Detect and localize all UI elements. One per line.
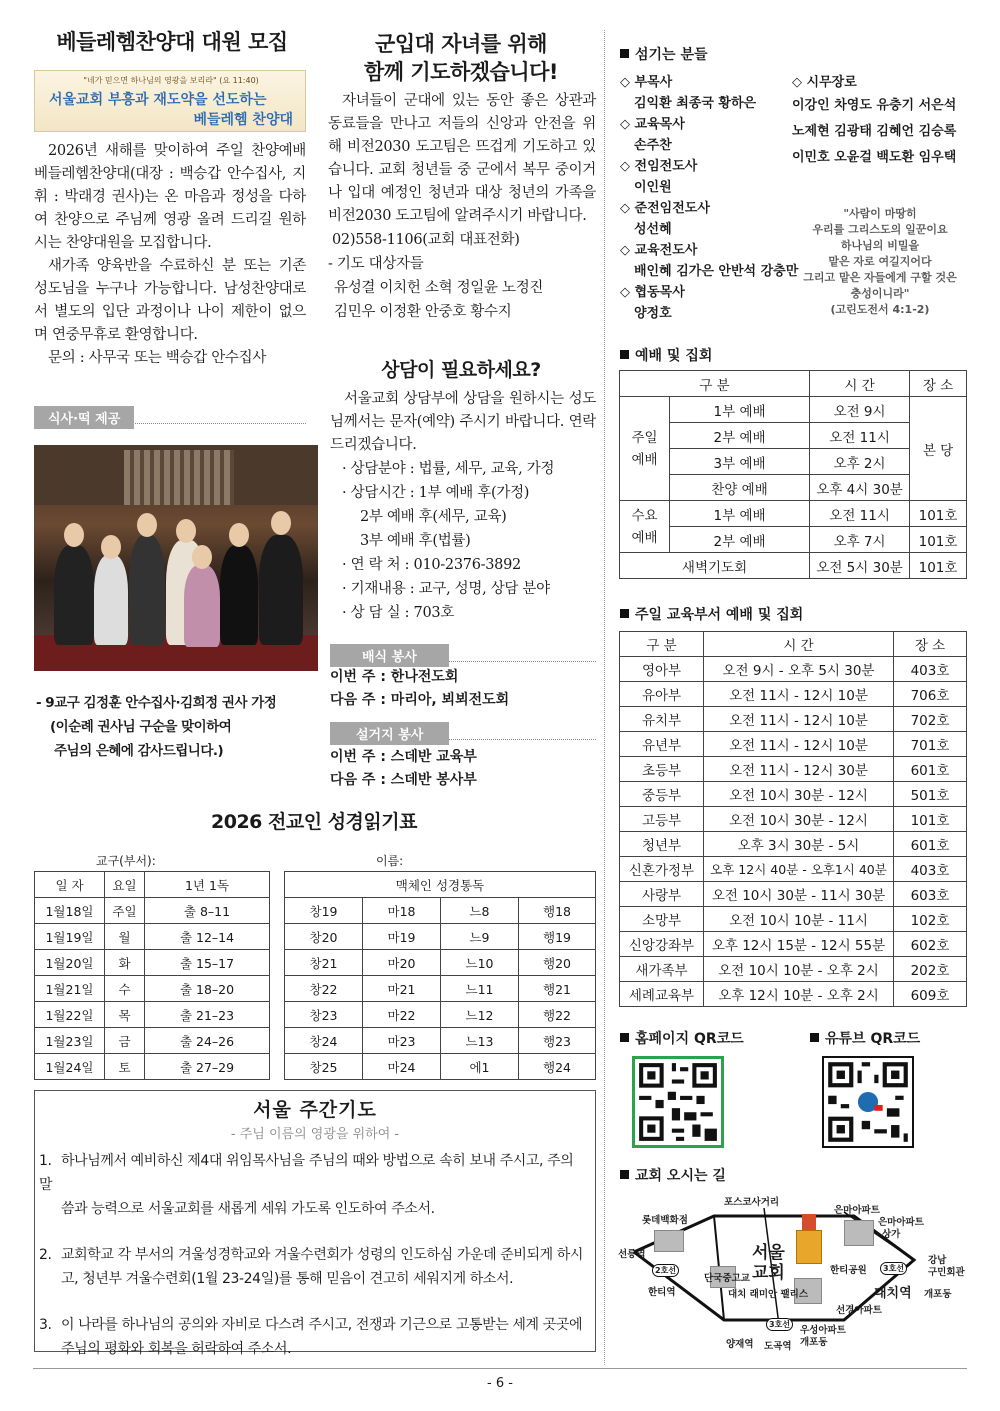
bible-day: 주일	[105, 898, 145, 924]
mc-reading: 느11	[441, 976, 519, 1002]
elders-names-2: 노제현 김광태 김혜언 김승록	[792, 124, 957, 139]
edu-time: 오후 3시 30분 - 5시	[704, 832, 894, 857]
counsel-title: 상담이 필요하세요?	[381, 359, 541, 381]
mc-reading: 느12	[441, 1002, 519, 1028]
edu-heading: 주일 교육부서 예배 및 집회	[620, 604, 803, 624]
map-label: 양재역	[726, 1339, 754, 1350]
servant-names: 이인원	[634, 180, 672, 195]
qr-youtube-heading: 유튜브 QR코드	[810, 1028, 920, 1048]
edu-dept: 청년부	[620, 832, 704, 857]
youtube-qr-code[interactable]	[822, 1056, 914, 1148]
bible-year-reading: 출 15–17	[145, 950, 270, 976]
elders-role: ◇ 시무장로	[792, 75, 857, 90]
servant-role: ◇ 부목사	[620, 75, 673, 90]
military-title-1: 군입대 자녀를 위해	[375, 32, 547, 56]
map-label: 선릉역	[618, 1249, 646, 1260]
dish-tag: 설거지 봉사	[330, 722, 449, 745]
mc-reading: 마23	[363, 1028, 441, 1054]
map-label: 도곡역	[764, 1341, 792, 1352]
edu-head-kind: 구 분	[620, 632, 704, 657]
military-list-label: - 기도 대상자들	[328, 256, 424, 272]
mc-reading: 행23	[519, 1028, 596, 1054]
mc-reading: 마19	[363, 924, 441, 950]
edu-time: 오전 10시 10분 - 오후 2시	[704, 957, 894, 982]
worship-dawn: 새벽기도회	[620, 553, 810, 579]
counsel-phone: · 연 락 처 : 010-2376-3892	[342, 557, 521, 573]
edu-place: 601호	[894, 757, 967, 782]
map-label: 우성아파트	[800, 1325, 846, 1336]
edu-time: 오전 11시 - 12시 30분	[704, 757, 894, 782]
map-label: 단국중고교	[704, 1273, 750, 1284]
edu-head-place: 장 소	[894, 632, 967, 657]
military-paragraph: 자녀들이 군대에 있는 동안 좋은 상관과 동료들을 만나고 저들의 신앙과 안전을 위해 비전2030 도고팀은 뜨겁게 기도하고 있습니다. 교회 청년들 중 군에서 복무 중이거나 입대 예정인 청년과 대상 청년의 가족을 비전2030 도고팀에 알려주시기 바랍니다.	[328, 93, 596, 224]
bible-head-mccheyne: 맥체인 성경통독	[285, 872, 596, 898]
food-caption-2: (이순례 권사님 구순을 맞이하여	[50, 719, 232, 735]
military-title-2: 함께 기도하겠습니다!	[364, 60, 558, 84]
choir-paragraph-1: 2026년 새해를 맞이하여 주일 찬양예배 베들레헴찬양대(대장 : 백승갑 안수집사, 지휘 : 박래경 권사)는 온 마음과 정성을 다하여 찬양으로 주님께 영광 올려 드리길 원하시는 찬양대원을 모집합니다.	[34, 143, 306, 251]
map-label: 대치 래미안 팰리스	[728, 1289, 809, 1300]
map-church-label: 서울	[752, 1243, 785, 1263]
church-map[interactable]	[614, 1190, 970, 1350]
map-label: 은마아파트	[834, 1205, 880, 1216]
bible-day: 금	[105, 1028, 145, 1054]
qr-home-heading: 홈페이지 QR코드	[620, 1028, 744, 1048]
edu-place: 701호	[894, 732, 967, 757]
counsel-time-3: 3부 예배 후(법률)	[360, 533, 471, 549]
mc-reading: 느9	[441, 924, 519, 950]
mc-reading: 마21	[363, 976, 441, 1002]
map-label: 개포동	[924, 1289, 952, 1300]
mc-reading: 느8	[441, 898, 519, 924]
servant-role: ◇ 교육전도사	[620, 243, 698, 258]
worship-place: 101호	[910, 501, 967, 527]
servants-heading: 섬기는 분들	[620, 44, 708, 64]
edu-dept: 신혼가정부	[620, 857, 704, 882]
bible-parish-label: 교구(부서):	[96, 854, 156, 868]
servants-left	[620, 72, 800, 324]
counsel-time: · 상담시간 : 1부 예배 후(가정)	[342, 485, 530, 501]
worship-time: 오후 2시	[810, 449, 910, 475]
bible-date: 1월21일	[35, 976, 105, 1002]
map-label: 개포동	[800, 1337, 828, 1348]
worship-service: 2부 예배	[670, 423, 810, 449]
meal-tag: 배식 봉사	[330, 644, 449, 667]
worship-service: 1부 예배	[670, 397, 810, 423]
edu-head-time: 시 간	[704, 632, 894, 657]
worship-sunday: 주일 예배	[620, 397, 670, 501]
worship-time: 오후 4시 30분	[810, 475, 910, 501]
edu-place: 403호	[894, 657, 967, 682]
edu-dept: 중등부	[620, 782, 704, 807]
bible-head-year: 1년 1독	[145, 872, 270, 898]
edu-time: 오전 11시 - 12시 10분	[704, 732, 894, 757]
edu-time: 오전 11시 - 12시 10분	[704, 682, 894, 707]
mc-reading: 행21	[519, 976, 596, 1002]
map-label: 포스코사거리	[724, 1197, 780, 1208]
mc-reading: 창19	[285, 898, 363, 924]
counsel-field: · 상담분야 : 법률, 세무, 교육, 가정	[342, 461, 555, 477]
counsel-paragraph: 서울교회 상담부에 상담을 원하시는 성도님께서는 문자(예약) 주시기 바랍니다. 연락드리겠습니다.	[330, 391, 596, 453]
bible-year-reading: 출 8–11	[145, 898, 270, 924]
homepage-qr-code[interactable]	[632, 1056, 724, 1148]
edu-dept: 사랑부	[620, 882, 704, 907]
dish-this-week: 이번 주 : 스데반 교육부	[330, 749, 477, 765]
mc-reading: 창23	[285, 1002, 363, 1028]
servant-role: ◇ 준전임전도사	[620, 201, 710, 216]
bible-table-year	[34, 871, 270, 1080]
worship-place: 101호	[910, 553, 967, 579]
bible-table-mccheyne	[284, 871, 596, 1080]
banner-line2: 베들레헴 찬양대	[193, 112, 293, 128]
mc-reading: 창22	[285, 976, 363, 1002]
meal-this-week: 이번 주 : 한나전도회	[330, 669, 459, 685]
edu-time: 오후 12시 40분 - 오후1시 40분	[704, 857, 894, 882]
counsel-info: · 기재내용 : 교구, 성명, 상담 분야	[342, 581, 550, 597]
worship-time: 오전 11시	[810, 423, 910, 449]
edu-place: 102호	[894, 907, 967, 932]
edu-place: 603호	[894, 882, 967, 907]
mc-reading: 느10	[441, 950, 519, 976]
mc-reading: 마18	[363, 898, 441, 924]
map-label: 상가	[882, 1229, 901, 1240]
edu-dept: 고등부	[620, 807, 704, 832]
bible-year-reading: 출 21–23	[145, 1002, 270, 1028]
mc-reading: 행24	[519, 1054, 596, 1080]
worship-time: 오전 5시 30분	[810, 553, 910, 579]
worship-time: 오전 11시	[810, 501, 910, 527]
food-caption-3: 주님의 은혜에 감사드립니다.)	[54, 743, 224, 759]
military-names-2: 김민우 이정환 안중호 황수지	[334, 304, 512, 320]
edu-dept: 영아부	[620, 657, 704, 682]
mc-reading: 행18	[519, 898, 596, 924]
bible-date: 1월23일	[35, 1028, 105, 1054]
banner-verse: "네가 믿으면 하나님의 영광을 보리라" (요 11:40)	[83, 76, 259, 85]
dish-next-week: 다음 주 : 스데반 봉사부	[330, 772, 477, 788]
church-building-icon	[796, 1230, 822, 1264]
map-label: 3호선	[880, 1262, 907, 1275]
edu-place: 706호	[894, 682, 967, 707]
prayer-item-2: 2. 교회학교 각 부서의 겨울성경학교와 겨울수련회가 성령의 인도하심 가운데 준비되게 하시 고, 청년부 겨울수련회(1월 23-24일)를 통해 믿음이 견고히 세워지게 하소서.	[39, 1247, 584, 1287]
servants-right	[792, 72, 972, 171]
map-label: 3호선	[766, 1318, 793, 1331]
edu-dept: 세례교육부	[620, 982, 704, 1007]
footer-divider	[33, 1368, 967, 1369]
edu-time: 오전 9시 - 오후 5시 30분	[704, 657, 894, 682]
map-church-label: 교회	[752, 1263, 785, 1283]
edu-time: 오후 12시 15분 - 12시 55분	[704, 932, 894, 957]
church-roof-icon	[802, 1214, 816, 1230]
mc-reading: 창21	[285, 950, 363, 976]
mc-reading: 행19	[519, 924, 596, 950]
food-tag-line	[34, 406, 306, 427]
mc-reading: 느13	[441, 1028, 519, 1054]
bible-title: 2026 전교인 성경읽기표	[211, 811, 417, 833]
servant-names: 김익환 최종국 황하은	[634, 96, 757, 111]
food-caption-1: - 9교구 김정훈 안수집사·김희정 권사 가정	[36, 695, 277, 711]
map-label: 은마아파트	[878, 1217, 924, 1228]
map-label: 구민회관	[928, 1267, 965, 1278]
bible-date: 1월19일	[35, 924, 105, 950]
choir-banner	[34, 70, 306, 132]
map-label: 2호선	[652, 1264, 679, 1277]
military-phone: 02)558-1106(교회 대표전화)	[332, 232, 520, 248]
edu-dept: 초등부	[620, 757, 704, 782]
edu-place: 601호	[894, 832, 967, 857]
counsel-time-2: 2부 예배 후(세무, 교육)	[360, 509, 507, 525]
worship-head-time: 시 간	[810, 371, 910, 397]
servant-role: ◇ 전임전도사	[620, 159, 698, 174]
worship-table	[619, 370, 967, 579]
edu-place: 602호	[894, 932, 967, 957]
page-number: - 6 -	[487, 1376, 513, 1391]
elders-names-1: 이강인 차영도 유충기 서은석	[792, 98, 957, 113]
meal-next-week: 다음 주 : 마리아, 뵈뵈전도회	[330, 692, 510, 708]
worship-time: 오전 9시	[810, 397, 910, 423]
prayer-box	[34, 1090, 596, 1357]
servant-names: 배인혜 김가은 안반석 강충만	[634, 264, 799, 279]
worship-main-hall: 본 당	[910, 397, 967, 501]
worship-wednesday: 수요 예배	[620, 501, 670, 553]
mc-reading: 창20	[285, 924, 363, 950]
mc-reading: 에1	[441, 1054, 519, 1080]
elders-names-3: 이민호 오윤걸 백도환 임우택	[792, 150, 957, 165]
edu-dept: 새가족부	[620, 957, 704, 982]
food-tag: 식사·떡 제공	[34, 406, 134, 429]
mc-reading: 창24	[285, 1028, 363, 1054]
bible-date: 1월22일	[35, 1002, 105, 1028]
map-label: 선경아파트	[836, 1305, 882, 1316]
map-label: 대치역	[874, 1286, 912, 1301]
bible-year-reading: 출 24–26	[145, 1028, 270, 1054]
mc-reading: 행22	[519, 1002, 596, 1028]
bible-name-label: 이름:	[376, 854, 404, 868]
servant-names: 양정호	[634, 306, 672, 321]
military-names-1: 유성결 이치헌 소혁 정일윤 노정진	[334, 280, 544, 296]
meal-tag-line	[330, 644, 596, 665]
map-heading: 교회 오시는 길	[620, 1165, 726, 1185]
servant-role: ◇ 교육목사	[620, 117, 685, 132]
edu-time: 오전 10시 30분 - 12시	[704, 782, 894, 807]
counsel-room: · 상 담 실 : 703호	[342, 605, 455, 621]
edu-place: 702호	[894, 707, 967, 732]
bible-day: 월	[105, 924, 145, 950]
worship-place: 101호	[910, 527, 967, 553]
worship-time: 오후 7시	[810, 527, 910, 553]
servant-names: 손주찬	[634, 138, 672, 153]
bible-date: 1월24일	[35, 1054, 105, 1080]
edu-time: 오전 11시 - 12시 10분	[704, 707, 894, 732]
mc-reading: 마20	[363, 950, 441, 976]
choir-contact: 문의 : 사무국 또는 백승갑 안수집사	[48, 350, 267, 366]
prayer-subtitle: - 주님 이름의 영광을 위하여 -	[230, 1127, 400, 1142]
servant-role: ◇ 협동목사	[620, 285, 685, 300]
worship-service: 찬양 예배	[670, 475, 810, 501]
edu-place: 202호	[894, 957, 967, 982]
mc-reading: 창25	[285, 1054, 363, 1080]
map-label: 한티역	[648, 1287, 676, 1298]
bible-date: 1월20일	[35, 950, 105, 976]
edu-table	[619, 631, 967, 1007]
edu-dept: 유아부	[620, 682, 704, 707]
edu-dept: 신앙강좌부	[620, 932, 704, 957]
bible-day: 화	[105, 950, 145, 976]
bible-day: 토	[105, 1054, 145, 1080]
edu-dept: 유치부	[620, 707, 704, 732]
mc-reading: 마22	[363, 1002, 441, 1028]
worship-head-place: 장 소	[910, 371, 967, 397]
column-divider	[604, 30, 605, 1365]
edu-place: 501호	[894, 782, 967, 807]
edu-place: 609호	[894, 982, 967, 1007]
map-label: 롯데백화점	[642, 1215, 688, 1226]
servant-names: 성선혜	[634, 222, 672, 237]
prayer-title: 서울 주간기도	[253, 1099, 377, 1121]
bible-year-reading: 출 12–14	[145, 924, 270, 950]
edu-time: 오전 10시 10분 - 11시	[704, 907, 894, 932]
choir-title: 베들레헴찬양대 대원 모집	[56, 30, 288, 54]
bible-day: 수	[105, 976, 145, 1002]
worship-heading: 예배 및 집회	[620, 345, 712, 365]
prayer-item-1: 1. 하나님께서 예비하신 제4대 위임목사님을 주님의 때와 방법으로 속히 보내 주시고, 주의 말 씀과 능력으로 서울교회를 새롭게 세워 가도록 인도하여 주소서.	[39, 1153, 574, 1217]
worship-head-kind: 구 분	[620, 371, 810, 397]
dish-tag-line	[330, 722, 596, 743]
verse-box: "사람이 마땅히 우리를 그리스도의 일꾼이요 하나님의 비밀을 맡은 자로 여길지어다 그리고 맡은 자들에게 구할 것은 충성이니라" (고린도전서 4:1-2)	[803, 207, 957, 316]
bible-year-reading: 출 27–29	[145, 1054, 270, 1080]
bible-head-date: 일 자	[35, 872, 105, 898]
worship-service: 3부 예배	[670, 449, 810, 475]
worship-service: 1부 예배	[670, 501, 810, 527]
edu-time: 오후 12시 10분 - 오후 2시	[704, 982, 894, 1007]
edu-time: 오전 10시 30분 - 12시	[704, 807, 894, 832]
bible-year-reading: 출 18–20	[145, 976, 270, 1002]
bible-head-day: 요일	[105, 872, 145, 898]
banner-line1: 서울교회 부흥과 재도약을 선도하는	[49, 92, 267, 108]
prayer-item-3: 3. 이 나라를 하나님의 공의와 자비로 다스려 주시고, 전쟁과 기근으로 고통받는 세계 곳곳에 주님의 평화와 회복을 허락하여 주소서.	[39, 1317, 583, 1357]
edu-dept: 유년부	[620, 732, 704, 757]
bible-date: 1월18일	[35, 898, 105, 924]
edu-place: 101호	[894, 807, 967, 832]
map-label: 강남	[928, 1255, 947, 1266]
mc-reading: 행20	[519, 950, 596, 976]
worship-service: 2부 예배	[670, 527, 810, 553]
edu-dept: 소망부	[620, 907, 704, 932]
mc-reading: 마24	[363, 1054, 441, 1080]
bible-day: 목	[105, 1002, 145, 1028]
choir-paragraph-2: 새가족 양육반을 수료하신 분 또는 기존 성도님을 누구나 가능합니다. 남성찬양대로서 별도의 입단 과정이나 나이 제한이 없으며 연중무휴로 환영합니다.	[34, 258, 306, 343]
edu-place: 403호	[894, 857, 967, 882]
map-label: 한티공원	[830, 1265, 867, 1276]
edu-time: 오전 10시 30분 - 11시 30분	[704, 882, 894, 907]
family-photo	[34, 445, 318, 671]
